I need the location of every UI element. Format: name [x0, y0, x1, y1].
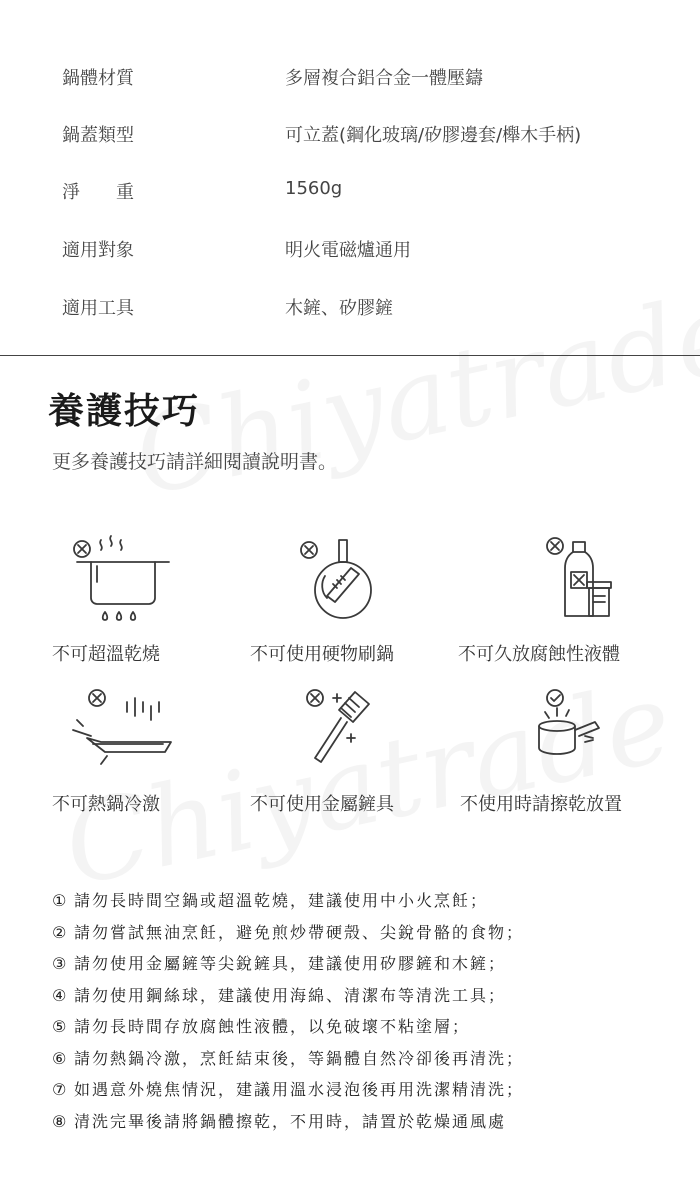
- tip-number: ②: [52, 922, 69, 942]
- metal-spatula-icon: [277, 684, 397, 784]
- section-subtitle: 更多養護技巧請詳細閱讀說明書。: [52, 451, 338, 473]
- list-item: [52, 1046, 692, 1078]
- spec-label: 鍋體材質: [62, 68, 134, 89]
- care-item-label: 不使用時請擦乾放置: [460, 794, 622, 815]
- spec-value: 木鏟、矽膠鏟: [285, 298, 393, 319]
- spec-row: [0, 236, 700, 266]
- overheat-pot-icon: [57, 532, 177, 632]
- care-item-label: 不可熱鍋冷激: [52, 794, 160, 815]
- tip-number: ⑧: [52, 1111, 69, 1131]
- corrosive-liquid-icon: [503, 532, 623, 632]
- tip-number: ④: [52, 985, 69, 1005]
- tip-text: 請勿使用鋼絲球，建議使用海綿、清潔布等清洗工具；: [74, 985, 507, 1005]
- tip-text: 如遇意外燒焦情況，建議用溫水浸泡後再用洗潔精清洗；: [74, 1080, 525, 1099]
- care-item: [237, 532, 437, 652]
- spec-row: [0, 64, 700, 94]
- list-item: [52, 920, 692, 952]
- tip-number: ⑦: [52, 1080, 69, 1099]
- care-item: [17, 532, 217, 652]
- list-item: [52, 1077, 692, 1109]
- care-item-label: 不可久放腐蝕性液體: [458, 644, 620, 665]
- spec-label: 適用工具: [62, 298, 134, 319]
- spec-row: [0, 294, 700, 324]
- cold-shock-icon: [47, 684, 187, 784]
- section-divider: [0, 355, 700, 356]
- tip-number: ⑤: [52, 1017, 69, 1036]
- tip-text: 清洗完畢後請將鍋體擦乾，不用時，請置於乾燥通風處: [74, 1111, 507, 1131]
- list-item: [52, 983, 692, 1015]
- list-item: [52, 1109, 692, 1141]
- care-item: [17, 684, 217, 804]
- tip-number: ①: [52, 891, 69, 910]
- tip-text: 請勿長時間空鍋或超溫乾燒，建議使用中小火烹飪；: [74, 891, 489, 910]
- section-title: 養護技巧: [48, 391, 201, 432]
- spec-value: 明火電磁爐通用: [285, 240, 411, 261]
- care-item: [463, 684, 663, 804]
- tip-number: ⑥: [52, 1048, 69, 1068]
- tip-text: 請勿長時間存放腐蝕性液體，以免破壞不粘塗層；: [74, 1017, 471, 1036]
- list-item: [52, 951, 692, 983]
- tip-text: 請勿嘗試無油烹飪，避免煎炒帶硬殼、尖銳骨骼的食物；: [74, 922, 525, 942]
- care-item-label: 不可使用硬物刷鍋: [250, 644, 394, 665]
- tip-number: ③: [52, 954, 69, 973]
- hard-brush-icon: [277, 532, 397, 632]
- spec-label: 適用對象: [62, 240, 134, 261]
- tip-text: 請勿使用金屬鏟等尖銳鏟具，建議使用矽膠鏟和木鏟；: [74, 954, 507, 973]
- care-item: [237, 684, 437, 804]
- care-tips-list: [52, 888, 692, 1140]
- list-item: [52, 888, 692, 920]
- list-item: [52, 1014, 692, 1046]
- spec-label: 鍋蓋類型: [62, 125, 134, 146]
- tip-text: 請勿熱鍋冷激，烹飪結束後，等鍋體自然冷卻後再清洗；: [74, 1048, 525, 1068]
- care-item-label: 不可超溫乾燒: [52, 644, 160, 665]
- spec-value: 多層複合鋁合金一體壓鑄: [285, 68, 483, 89]
- spec-label: 淨 重: [62, 182, 134, 203]
- dry-pot-icon: [503, 684, 623, 784]
- spec-value: 可立蓋(鋼化玻璃/矽膠邊套/櫸木手柄): [285, 125, 582, 146]
- spec-row: [0, 121, 700, 151]
- spec-value: 1560g: [285, 178, 343, 199]
- care-item-label: 不可使用金屬鏟具: [250, 794, 394, 815]
- spec-row: [0, 178, 700, 208]
- care-item: [463, 532, 663, 652]
